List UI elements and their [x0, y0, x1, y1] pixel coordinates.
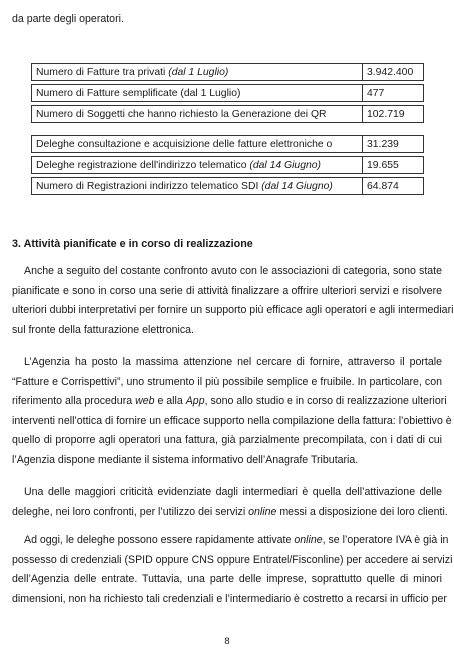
paragraph-1: Anche a seguito del costante confronto avuto con le associazioni di categoria, sono state pianificate e sono in corso una serie di attività finalizzare a offrire ulteriori servizi e risolvere ulteriori dubbi interpretativi per fornire un supporto più efficace agli operatori e agli intermediari sul fronte della fatturazione elettronica.: [12, 265, 454, 336]
statistics-table: [31, 63, 424, 195]
table-row: Numero di Fatture semplificate (dal 1 Luglio) 477: [32, 85, 424, 102]
page-number: 8: [224, 636, 230, 647]
paragraph-3: Una delle maggiori criticità evidenziate dagli intermediari è quella dell’attivazione delle deleghe, nei loro confronti, per l’utilizzo dei servizi online messi a disposizione dei loro clienti.: [12, 486, 448, 518]
table-row: Deleghe consultazione e acquisizione delle fatture elettroniche o 31.239: [32, 136, 424, 153]
paragraph-2: L’Agenzia ha posto la massima attenzione nel cercare di fornire, attraverso il portale “Fatture e Corrispettivi”, uno strumento il più possibile semplice e fruibile. In particolare, con riferimento alla procedura web e alla App, sono allo studio e in corso di realizzazione ulteriori interventi nell’ottica di fornire un efficace supporto nella compilazione della fattura: l’obiettivo è quello di proporre agli operatori una fattura, già parzialmente precompilata, con i dati di cui l’Agenzia dispone mediante il sistema informativo dell’Anagrafe Tributaria.: [12, 356, 452, 466]
table-row: Deleghe registrazione dell'indirizzo telematico (dal 14 Giugno) 19.655: [32, 157, 424, 174]
section-heading: 3. Attività pianificate e in corso di realizzazione: [12, 238, 253, 250]
table-row: Numero di Registrazioni indirizzo telematico SDI (dal 14 Giugno) 64.874: [32, 178, 424, 195]
table-row: Numero di Soggetti che hanno richiesto la Generazione dei QR 102.719: [32, 106, 424, 123]
paragraph-4: Ad oggi, le deleghe possono essere rapidamente attivate online, se l’operatore IVA è già in possesso di credenziali (SPID oppure CNS oppure Entratel/Fisconline) per accedere ai servizi dell’Agenzia delle entrate. Tuttavia, una parte delle imprese, soprattutto quelle di minori dimensioni, non ha richiesto tali credenziali e l’intermediario è costretto a recarsi in ufficio per: [12, 534, 453, 605]
intro-line: da parte degli operatori.: [12, 13, 124, 25]
table-row: Numero di Fatture tra privati (dal 1 Luglio) 3.942.400: [32, 64, 424, 81]
